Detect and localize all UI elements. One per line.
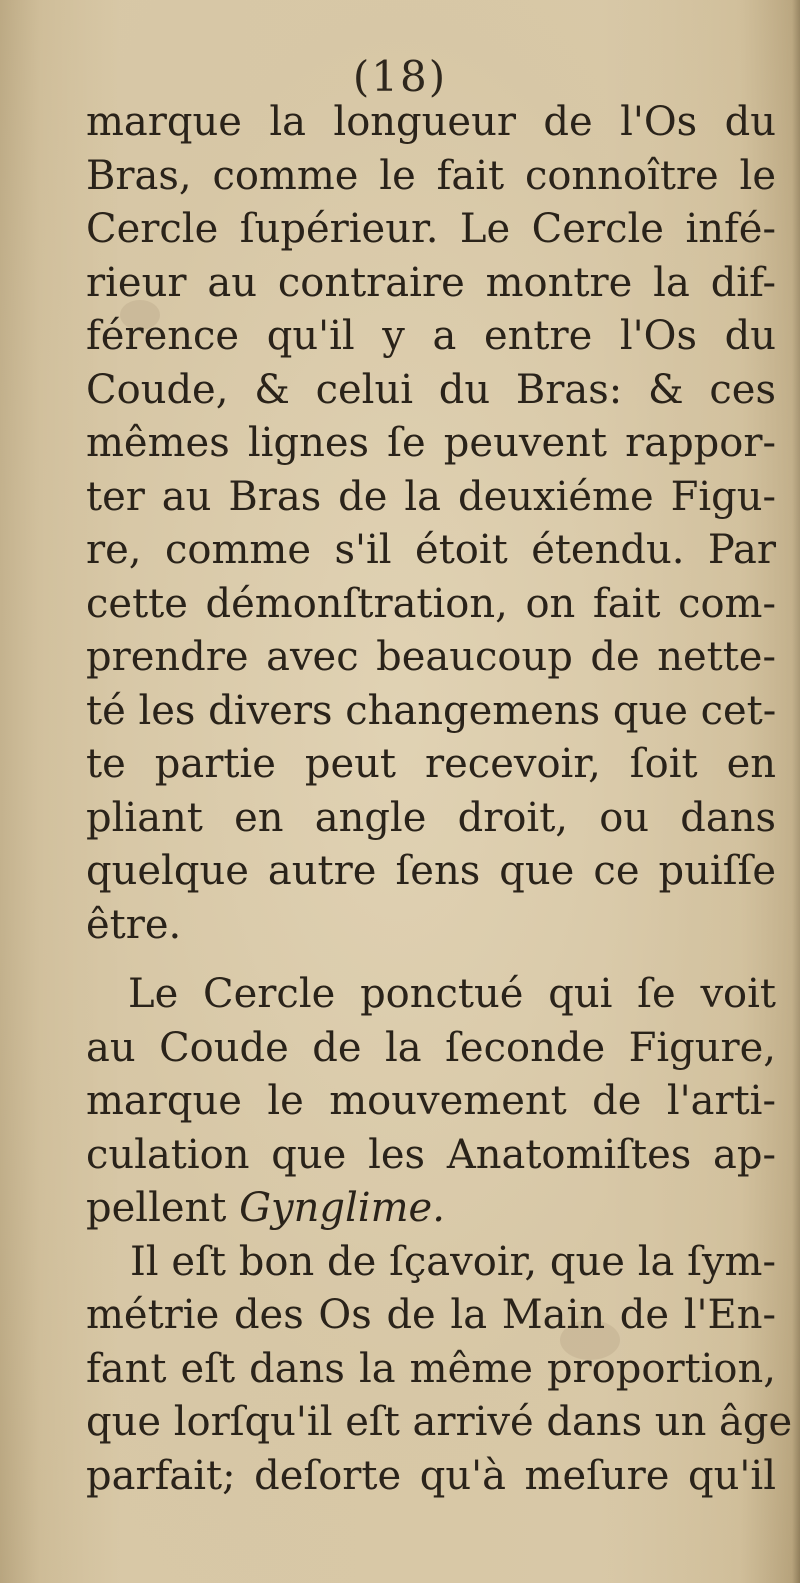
paragraph-1 <box>86 96 776 952</box>
text-segment: pellent <box>86 1185 240 1231</box>
text-line: rieur au contraire montre la dif- <box>86 259 776 306</box>
text-line: quelque autre ſens que ce puiſſe <box>86 848 776 894</box>
text-line: pliant en angle droit, ou dans <box>86 794 776 841</box>
text-line: mêmes lignes ſe peuvent rappor- <box>86 420 776 466</box>
text-line: Coude, & celui du Bras: & ces <box>86 366 776 413</box>
text-line: fant eſt dans la même proportion, <box>86 1345 776 1392</box>
text-line: Le Cercle ponctué qui ſe voit <box>128 971 776 1017</box>
text-line: au Coude de la ſeconde Figure, <box>86 1024 776 1071</box>
text-line: férence qu'il y a entre l'Os du <box>86 313 776 359</box>
text-line: ter au Bras de la deuxiéme Figu- <box>86 473 776 520</box>
page-number: (18) <box>352 52 448 101</box>
text-line: Il eſt bon de ſçavoir, que la ſym- <box>130 1238 776 1285</box>
text-line: cette démonſtration, on fait com- <box>86 580 776 627</box>
text-line: que lorſqu'il eſt arrivé dans un âge <box>86 1399 793 1445</box>
text-line: marque le mouvement de l'arti- <box>86 1078 776 1124</box>
text-line: té les divers changemens que cet- <box>86 687 777 734</box>
text-line: prendre avec beaucoup de nette- <box>86 634 776 680</box>
paragraph-3 <box>86 1236 793 1504</box>
text-line <box>86 1182 776 1236</box>
text-line: re, comme s'il étoit étendu. Par <box>86 527 776 573</box>
paragraph-2 <box>86 968 776 1236</box>
text-line: être. <box>86 901 182 948</box>
text-line: te partie peut recevoir, ſoit en <box>86 741 776 787</box>
body-text <box>86 96 793 1503</box>
text-line: Bras, comme le fait connoître le <box>86 152 776 199</box>
text-line: culation que les Anatomiſtes ap- <box>86 1131 776 1178</box>
text-line: marque la longueur de l'Os du <box>86 99 776 145</box>
text-line: Cercle ſupérieur. Le Cercle infé- <box>86 206 776 252</box>
italic-term: Gynglime. <box>239 1185 445 1231</box>
text-line: parfait; deſorte qu'à meſure qu'il <box>86 1452 776 1499</box>
text-line: métrie des Os de la Main de l'En- <box>86 1292 776 1338</box>
